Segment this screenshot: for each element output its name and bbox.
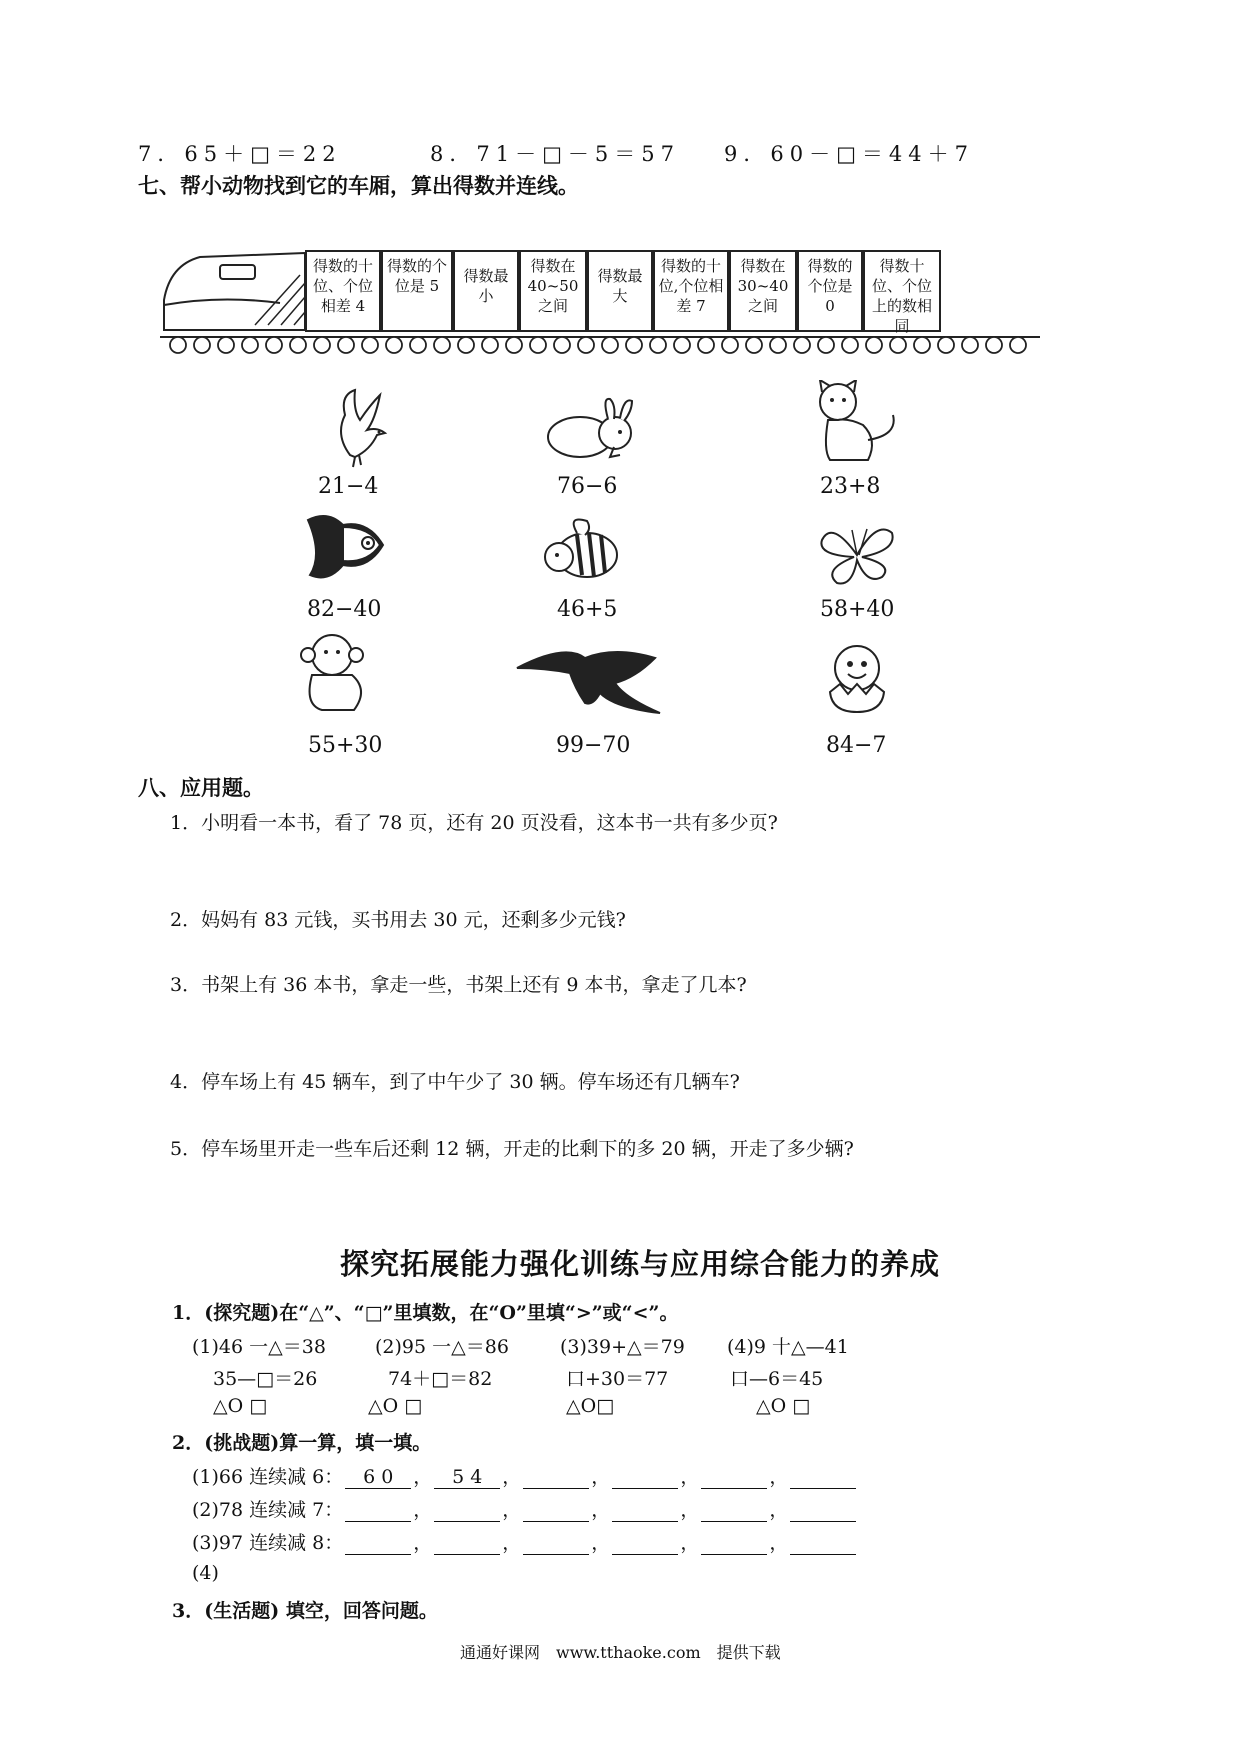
butterfly-icon <box>812 515 902 590</box>
animal-expr-5: 46+5 <box>557 597 618 622</box>
bee-icon <box>537 515 622 585</box>
answer-blank[interactable] <box>790 1466 856 1489</box>
application-question-4: 4．停车场上有 45 辆车，到了中午少了 30 辆。停车场还有几辆车? <box>170 1071 740 1093</box>
train-car-7: 得数在 30~40 之间 <box>729 250 797 332</box>
animal-expr-7: 55+30 <box>308 733 383 758</box>
answer-blank[interactable] <box>701 1532 767 1555</box>
q2-heading: 2．(挑战题)算一算，填一填。 <box>172 1432 432 1454</box>
equation-7: 7．65＋□＝22 <box>138 142 342 166</box>
fish-icon <box>298 505 388 585</box>
answer-blank[interactable] <box>701 1466 767 1489</box>
application-question-5: 5．停车场里开走一些车后还剩 12 辆，开走的比剩下的多 20 辆，开走了多少辆? <box>170 1138 854 1160</box>
train-car-8: 得数的个位是 0 <box>797 250 863 332</box>
train-car-1: 得数的十位、个位相差 4 <box>305 250 381 332</box>
answer-blank[interactable] <box>790 1532 856 1555</box>
animal-expr-9: 84−7 <box>826 733 887 758</box>
train-car-3: 得数最小 <box>453 250 519 332</box>
animal-expr-2: 76−6 <box>557 474 618 499</box>
q3-heading: 3．(生活题) 填空，回答问题。 <box>172 1600 438 1622</box>
train-car-2: 得数的个位是 5 <box>381 250 453 332</box>
answer-blank[interactable] <box>345 1532 411 1555</box>
bird-icon <box>325 385 395 470</box>
q2-row-1-label: (1)66 连续减 6： <box>192 1466 344 1488</box>
chick-icon <box>822 640 892 715</box>
application-question-3: 3．书架上有 36 本书，拿走一些，书架上还有 9 本书，拿走了几本? <box>170 974 747 996</box>
equation-9: 9．60－□＝44＋7 <box>724 142 975 166</box>
train-illustration <box>160 245 1040 355</box>
animal-expr-4: 82−40 <box>307 597 382 622</box>
q1-row1-col2: (2)95 一△＝86 <box>375 1336 509 1358</box>
answer-blank[interactable] <box>612 1532 678 1555</box>
q1-row2-col4: 口—6＝45 <box>730 1368 824 1390</box>
answer-blank[interactable] <box>701 1499 767 1522</box>
q1-row2-col3: 口+30＝77 <box>566 1368 669 1390</box>
train-car-6: 得数的十位,个位相差 7 <box>653 250 729 332</box>
train-car-9: 得数十位、个位上的数相同 <box>863 250 941 332</box>
animal-expr-1: 21−4 <box>318 474 379 499</box>
application-question-1: 1．小明看一本书，看了 78 页，还有 20 页没看，这本书一共有多少页? <box>170 812 778 834</box>
answer-blank[interactable] <box>523 1466 589 1489</box>
q1-row2-col2: 74＋□＝82 <box>388 1368 493 1390</box>
q1-heading: 1．(探究题)在“△”、“□”里填数，在“O”里填“>”或“<”。 <box>172 1302 679 1324</box>
animal-expr-6: 58+40 <box>820 597 895 622</box>
answer-blank[interactable] <box>345 1499 411 1522</box>
section-8-heading: 八、应用题。 <box>138 775 264 800</box>
answer-blank[interactable] <box>612 1466 678 1489</box>
section-7-heading: 七、帮小动物找到它的车厢，算出得数并连线。 <box>138 173 579 198</box>
answer-blank[interactable]: 5 4 <box>434 1466 500 1489</box>
answer-blank[interactable] <box>790 1499 856 1522</box>
q1-row1-col1: (1)46 一△＝38 <box>192 1336 326 1358</box>
answer-blank[interactable] <box>434 1499 500 1522</box>
q1-row3-col3: △O□ <box>566 1395 615 1417</box>
page-footer: 通通好课网 www.tthaoke.com 提供下载 <box>460 1643 781 1662</box>
q2-row-1: (1)66 连续减 6： 6 0 ， 5 4 ， ， ， ， <box>192 1462 858 1489</box>
q1-row2-col1: 35—□＝26 <box>213 1368 318 1390</box>
animal-expr-3: 23+8 <box>820 474 881 499</box>
monkey-icon <box>294 630 379 715</box>
answer-blank[interactable] <box>523 1532 589 1555</box>
q1-row3-col2: △O □ <box>368 1395 423 1417</box>
equation-8: 8．71－□－5＝57 <box>430 142 681 166</box>
answer-blank[interactable] <box>434 1532 500 1555</box>
train-car-4: 得数在 40~50 之间 <box>519 250 587 332</box>
q2-row-2: (2)78 连续减 7： ， ， ， ， ， <box>192 1495 858 1522</box>
application-question-2: 2．妈妈有 83 元钱，买书用去 30 元，还剩多少元钱? <box>170 909 626 931</box>
q1-row3-col1: △O □ <box>213 1395 268 1417</box>
q2-row-2-label: (2)78 连续减 7： <box>192 1499 344 1521</box>
rabbit-icon <box>540 395 640 465</box>
eagle-icon <box>515 638 665 718</box>
q2-item-4: (4) <box>192 1562 219 1584</box>
q1-row1-col3: (3)39+△＝79 <box>560 1336 685 1358</box>
q1-row3-col4: △O □ <box>756 1395 811 1417</box>
q2-row-3-label: (3)97 连续减 8： <box>192 1532 344 1554</box>
answer-blank[interactable] <box>612 1499 678 1522</box>
extension-title: 探究拓展能力强化训练与应用综合能力的养成 <box>340 1247 941 1281</box>
animal-expr-8: 99−70 <box>556 733 631 758</box>
train-car-5: 得数最大 <box>587 250 653 332</box>
answer-blank[interactable]: 6 0 <box>345 1466 411 1489</box>
q1-row1-col4: (4)9 十△—41 <box>727 1336 849 1358</box>
answer-blank[interactable] <box>523 1499 589 1522</box>
q2-row-3: (3)97 连续减 8： ， ， ， ， ， <box>192 1528 858 1555</box>
cat-icon <box>808 380 903 465</box>
